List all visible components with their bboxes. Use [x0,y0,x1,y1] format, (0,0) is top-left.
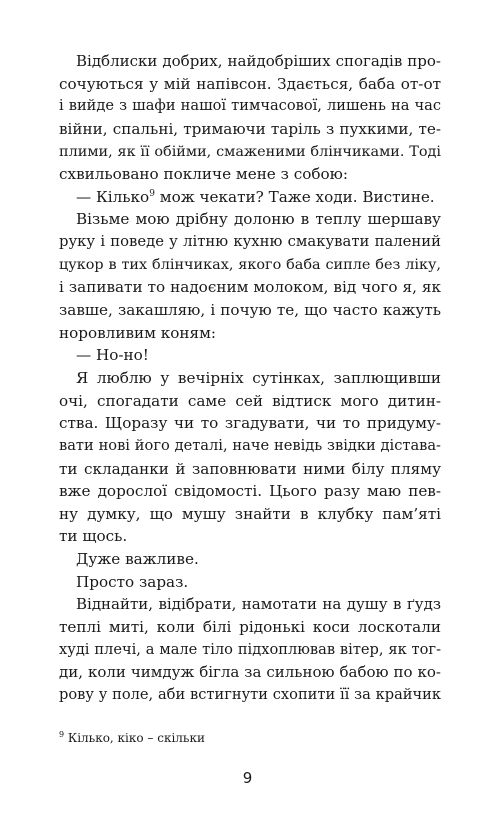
text-line: Просто зараз. [76,572,189,591]
text-line-part: — Кілько [76,187,150,206]
text-line: ди, коли чимдуж бігла за сильною бабою по ко- [59,663,441,682]
text-line: схвильовано покличе мене з собою: [59,165,349,184]
text-line: рову у поле, аби встигнути схопити її за крайчик [59,685,441,703]
text-line: сочуються у мій напівсон. Здається, баба от-от [59,74,441,93]
text-line: цукор в тих блінчиках, якого баба сипле без ліку, [59,256,441,273]
text-line: ну думку, що мушу знайти в клубку пам’яті [59,504,441,523]
text-line [59,186,441,209]
text-line: очі, спогадати саме сей відтиск мого дитин- [59,391,441,410]
footnote-marker: 9 [59,730,65,739]
text-line: ти складанки й заповнювати ними білу пляму [59,459,441,478]
footnote-reference: 9 [149,188,155,199]
text-line: Візьме мою дрібну долоню в теплу шершаву [76,210,441,229]
text-line: завше, закашляю, і почую те, що часто кажуть [59,301,441,320]
footnote-text: Кілько, кіко – скільки [67,731,205,745]
text-line: Відблиски добрих, найдобріших спогадів про- [76,52,441,70]
text-line: руку і поведе у літню кухню смакувати палений [59,233,441,251]
text-line: і вийде з шафи нашої тимчасової, лишень на час [59,97,441,115]
text-line: вати нові його деталі, наче невідь звідки дістава- [59,436,441,454]
body-text [59,50,441,707]
text-line: вже дорослої свідомості. Цього разу маю пев- [59,482,441,501]
text-line: худі плечі, а мале тіло підхоплював вітер, як тог- [59,640,441,658]
text-line: — Но-но! [76,346,149,365]
text-line: Я люблю у вечірніх сутінках, заплющивши [76,368,441,387]
text-line: Дуже важливе. [76,550,199,569]
text-line: війни, спальні, тримаючи таріль з пухкими, те- [59,119,441,138]
page-number: 9 [242,769,253,787]
text-line: теплі миті, коли білі рідонькі коси лоскотали [59,618,441,637]
text-line: ти щось. [59,527,128,546]
text-line: ства. Щоразу чи то згадувати, чи то придуму- [59,414,441,433]
text-line: плими, як її обійми, смаженими блінчиками. Тоді [59,143,441,160]
text-line: норовливим коням: [59,323,217,342]
text-line-part: мож чекати? Таже ходи. Вистине. [154,187,435,206]
text-line: Віднайти, відібрати, намотати на душу в ґудз [76,595,441,614]
footnote [59,730,205,746]
text-line: і запивати то надоєним молоком, від чого я, як [59,278,441,297]
